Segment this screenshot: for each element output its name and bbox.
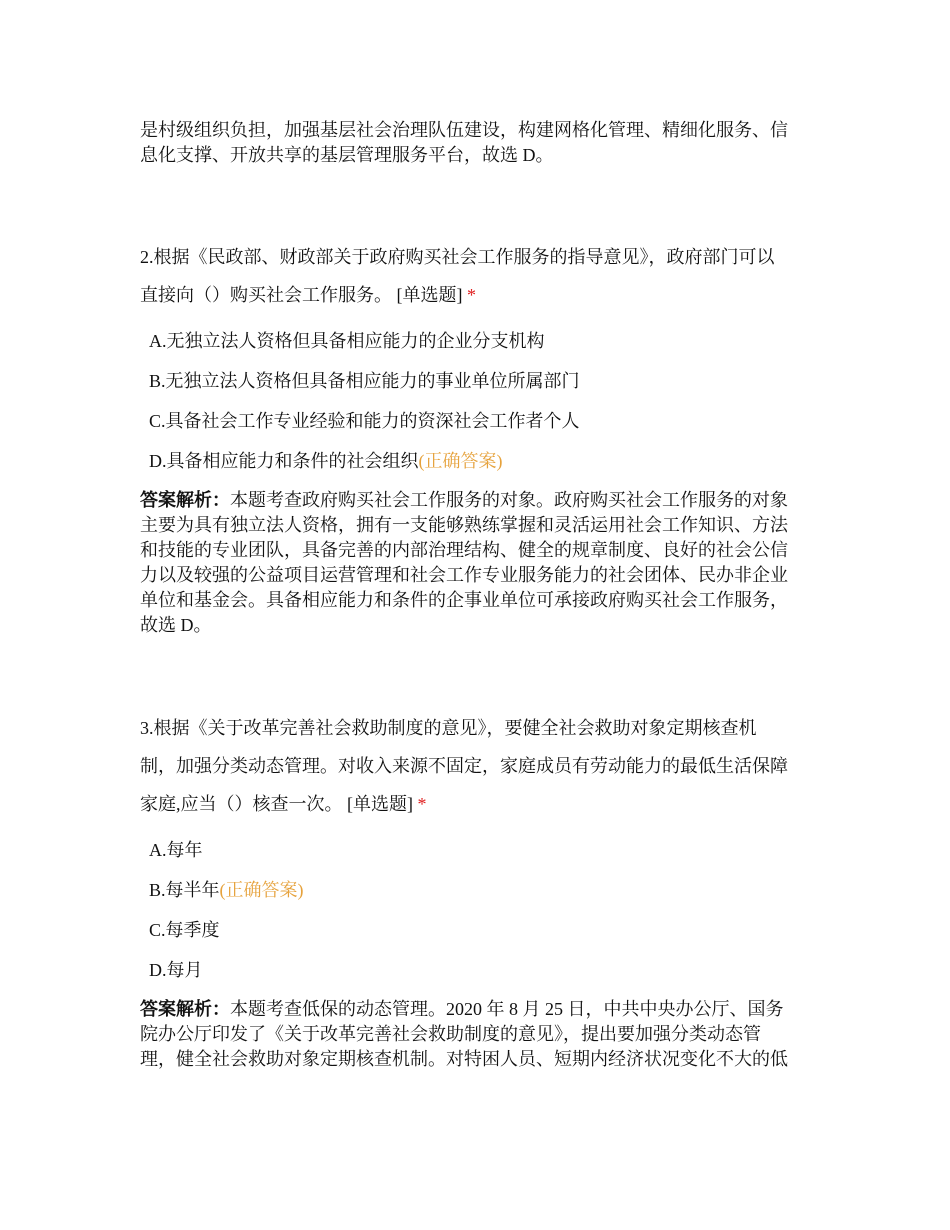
option-a[interactable] (140, 830, 820, 870)
text-line: 本题考查低保的动态管理。2020 年 8 月 25 日，中共中央办公厅、国务 (230, 999, 784, 1019)
question-3-title (140, 709, 820, 823)
option-d[interactable] (140, 441, 820, 481)
option-text: A.无独立法人资格但具备相应能力的企业分支机构 (149, 331, 545, 351)
option-d[interactable] (140, 950, 820, 990)
text-line: 是村级组织负担，加强基层社会治理队伍建设，构建网格化管理、精细化服务、信 (140, 120, 788, 140)
option-text: D.具备相应能力和条件的社会组织 (149, 451, 419, 471)
text-line: 2.根据《民政部、财政部关于政府购买社会工作服务的指导意见》，政府部门可以 (140, 247, 775, 267)
text-line: 3.根据《关于改革完善社会救助制度的意见》，要健全社会救助对象定期核查机 (140, 718, 757, 738)
option-text: C.具备社会工作专业经验和能力的资深社会工作者个人 (149, 411, 580, 431)
option-a[interactable] (140, 321, 820, 361)
question-2-analysis (140, 488, 820, 638)
required-marker: * (417, 794, 427, 814)
required-marker: * (467, 285, 476, 305)
correct-answer-tag: (正确答案) (418, 451, 503, 471)
option-text: A.每年 (149, 840, 203, 860)
text-line: 院办公厅印发了《关于改革完善社会救助制度的意见》，提出要加强分类动态管 (140, 1024, 761, 1044)
text-line: 单位和基金会。具备相应能力和条件的企事业单位可承接政府购买社会工作服务， (140, 590, 788, 610)
text-line: 主要为具有独立法人资格，拥有一支能够熟练掌握和灵活运用社会工作知识、方法 (140, 515, 788, 535)
option-c[interactable] (140, 401, 820, 441)
option-text: C.每季度 (149, 920, 220, 940)
text-line: 息化支撑、开放共享的基层管理服务平台，故选 D。 (140, 145, 554, 165)
text-line: 本题考查政府购买社会工作服务的对象。政府购买社会工作服务的对象 (230, 490, 788, 510)
option-text: D.每月 (149, 960, 203, 980)
option-c[interactable] (140, 910, 820, 950)
option-b[interactable] (140, 361, 820, 401)
correct-answer-tag: (正确答案) (219, 880, 304, 900)
text-line: 力以及较强的公益项目运营管理和社会工作专业服务能力的社会团体、民办非企业 (140, 565, 788, 585)
option-text: B.无独立法人资格但具备相应能力的事业单位所属部门 (149, 371, 580, 391)
text-line: 直接向（）购买社会工作服务。 [单选题] (140, 285, 463, 305)
text-line: 和技能的专业团队，具备完善的内部治理结构、健全的规章制度、良好的社会公信 (140, 540, 788, 560)
question-3-options (140, 830, 820, 990)
analysis-label: 答案解析： (140, 999, 230, 1019)
analysis-label: 答案解析： (140, 490, 230, 510)
text-line: 制，加强分类动态管理。对收入来源不固定，家庭成员有劳动能力的最低生活保障 (140, 756, 788, 776)
option-b[interactable] (140, 870, 820, 910)
text-line: 故选 D。 (140, 615, 212, 635)
question-3-analysis (140, 997, 820, 1072)
intro-paragraph (140, 118, 820, 168)
text-line: 家庭,应当（）核查一次。 [单选题] (140, 794, 413, 814)
question-2-title (140, 238, 820, 314)
text-line: 理，健全社会救助对象定期核查机制。对特困人员、短期内经济状况变化不大的低 (140, 1049, 788, 1069)
question-2-options (140, 321, 820, 481)
option-text: B.每半年 (149, 880, 220, 900)
